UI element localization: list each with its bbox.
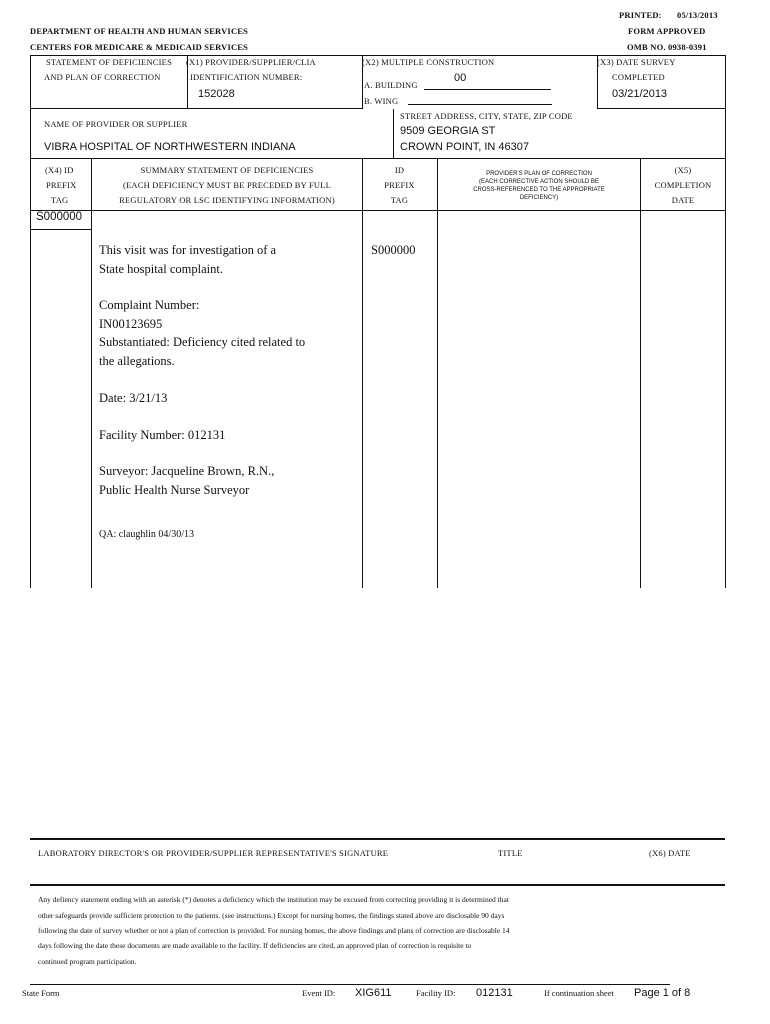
surveyor-line-1: Surveyor: Jacqueline Brown, R.N., xyxy=(99,464,275,478)
x3-label-1: (X3) DATE SURVEY xyxy=(597,57,676,67)
x1-label-2: IDENTIFICATION NUMBER: xyxy=(190,72,303,82)
complaint-line-1: Complaint Number: xyxy=(99,298,200,312)
continuation-label: If continuation sheet xyxy=(544,988,614,998)
tag-row-underline xyxy=(30,229,91,230)
printed-date: 05/13/2013 xyxy=(677,10,718,20)
x5-label-2: COMPLETION xyxy=(654,180,712,190)
body-left-border xyxy=(30,211,31,588)
box-top-border xyxy=(30,55,726,56)
row2-left-border xyxy=(30,109,31,159)
summary-label-3: REGULATORY OR LSC IDENTIFYING INFORMATION) xyxy=(119,195,335,205)
summary-label-2: (EACH DEFICIENCY MUST BE PRECEDED BY FULL xyxy=(122,180,332,190)
building-label: A. BUILDING xyxy=(364,80,418,90)
address-line-2: CROWN POINT, IN 46307 xyxy=(400,141,529,153)
building-value: 00 xyxy=(454,72,467,84)
address-label: STREET ADDRESS, CITY, STATE, ZIP CODE xyxy=(400,111,573,121)
title-label: TITLE xyxy=(498,848,523,858)
summary-label-1: SUMMARY STATEMENT OF DEFICIENCIES xyxy=(140,165,314,175)
row1-bottom-border-right xyxy=(597,108,726,109)
complaint-line-3: Substantiated: Deficiency cited related to xyxy=(99,335,306,349)
visit-text-line-2: State hospital complaint. xyxy=(99,262,223,276)
row1-bottom-border-left xyxy=(30,108,362,109)
event-id-label: Event ID: xyxy=(302,988,336,998)
x5-label-3: DATE xyxy=(671,195,695,205)
x2-label: (X2) MULTIPLE CONSTRUCTION xyxy=(362,57,495,67)
id-label-1: ID xyxy=(394,165,405,175)
disclaimer-line-4: days following the date these documents are made available to the facility. If deficiencies are cited, an approved plan of correction is requisite to xyxy=(38,941,472,950)
department-title: DEPARTMENT OF HEALTH AND HUMAN SERVICES xyxy=(30,26,249,36)
form-approved-label: FORM APPROVED xyxy=(628,26,706,36)
provider-name-value: VIBRA HOSPITAL OF NORTHWESTERN INDIANA xyxy=(44,141,296,153)
centers-title: CENTERS FOR MEDICARE & MEDICAID SERVICES xyxy=(30,42,249,52)
survey-date-value: 03/21/2013 xyxy=(612,88,668,100)
disclaimer-line-3: following the date of survey whether or not a plan of correction is provided. For nursing homes, the above findings and plans of correction are disclosable 14 xyxy=(38,926,510,935)
header-left-border xyxy=(30,159,31,211)
complaint-line-4: the allegations. xyxy=(99,354,175,368)
facility-number-line: Facility Number: 012131 xyxy=(99,428,226,442)
omb-number: OMB NO. 0938-0391 xyxy=(627,42,707,52)
x5-label-1: (X5) xyxy=(674,165,692,175)
row1-left-border xyxy=(30,55,31,109)
signature-bottom-border xyxy=(30,884,725,886)
qa-line: QA: claughlin 04/30/13 xyxy=(99,529,194,540)
column-divider-2 xyxy=(362,159,363,588)
provider-id-value: 152028 xyxy=(198,88,235,100)
x4-label-3: TAG xyxy=(51,195,69,205)
plan-label-4: DEFICIENCY) xyxy=(519,195,559,201)
id-label-2: PREFIX xyxy=(384,180,415,190)
right-tag: S000000 xyxy=(371,243,416,257)
x4-label-1: (X4) ID xyxy=(45,165,74,175)
facility-id-value: 012131 xyxy=(476,987,513,999)
wing-label: B. WING xyxy=(364,96,399,106)
surveyor-line-2: Public Health Nurse Surveyor xyxy=(99,483,250,497)
row2-divider xyxy=(393,109,394,159)
statement-label-2: AND PLAN OF CORRECTION xyxy=(44,72,161,82)
header-bottom-border xyxy=(30,210,726,211)
x3-label-2: COMPLETED xyxy=(612,72,665,82)
x4-label-2: PREFIX xyxy=(46,180,77,190)
event-id-value: XIG611 xyxy=(355,987,392,999)
x6-date-label: (X6) DATE xyxy=(649,848,691,858)
facility-id-label: Facility ID: xyxy=(416,988,456,998)
page-number: Page 1 of 8 xyxy=(634,987,691,999)
statement-label-1: STATEMENT OF DEFICIENCIES xyxy=(46,57,173,67)
disclaimer-line-5: continued program participation. xyxy=(38,957,137,966)
id-label-3: TAG xyxy=(390,195,409,205)
wing-underline xyxy=(408,104,552,105)
visit-text-line-1: This visit was for investigation of a xyxy=(99,243,277,257)
date-line: Date: 3/21/13 xyxy=(99,391,168,405)
lab-director-signature-label: LABORATORY DIRECTOR'S OR PROVIDER/SUPPLIER REPRESENTATIVE'S SIGNATURE xyxy=(38,848,389,858)
plan-label-2: (EACH CORRECTIVE ACTION SHOULD BE xyxy=(478,179,600,185)
left-tag: S000000 xyxy=(36,211,83,223)
row2-bottom-border xyxy=(30,158,726,159)
column-divider-3 xyxy=(437,159,438,588)
complaint-line-2: IN00123695 xyxy=(99,317,163,331)
x1-label-1: (X1) PROVIDER/SUPPLIER/CLIA xyxy=(186,57,316,67)
state-form-label: State Form xyxy=(22,988,60,998)
footer-rule xyxy=(30,984,670,985)
column-divider-4 xyxy=(640,159,641,588)
plan-label-3: CROSS-REFERENCED TO THE APPROPRIATE xyxy=(473,187,605,193)
table-right-border xyxy=(725,159,726,588)
row1-right-border xyxy=(725,55,726,109)
provider-name-label: NAME OF PROVIDER OR SUPPLIER xyxy=(44,119,188,129)
disclaimer-line-2: other safeguards provide sufficient protection to the patients. (see instructions.) Except for nursing homes, the findings stated above are disclosable 90 days xyxy=(38,911,505,920)
disclaimer-line-1: Any defiency statement ending with an asterisk (*) denotes a deficiency which the institution may be excused from correcting providing it is determined that xyxy=(38,895,509,904)
printed-label: PRINTED: xyxy=(619,10,662,20)
address-line-1: 9509 GEORGIA ST xyxy=(400,125,496,137)
signature-top-border xyxy=(30,838,725,840)
row2-right-border xyxy=(725,109,726,159)
building-underline xyxy=(424,89,551,90)
plan-label-1: PROVIDER'S PLAN OF CORRECTION xyxy=(486,171,592,177)
column-divider-1 xyxy=(91,159,92,588)
